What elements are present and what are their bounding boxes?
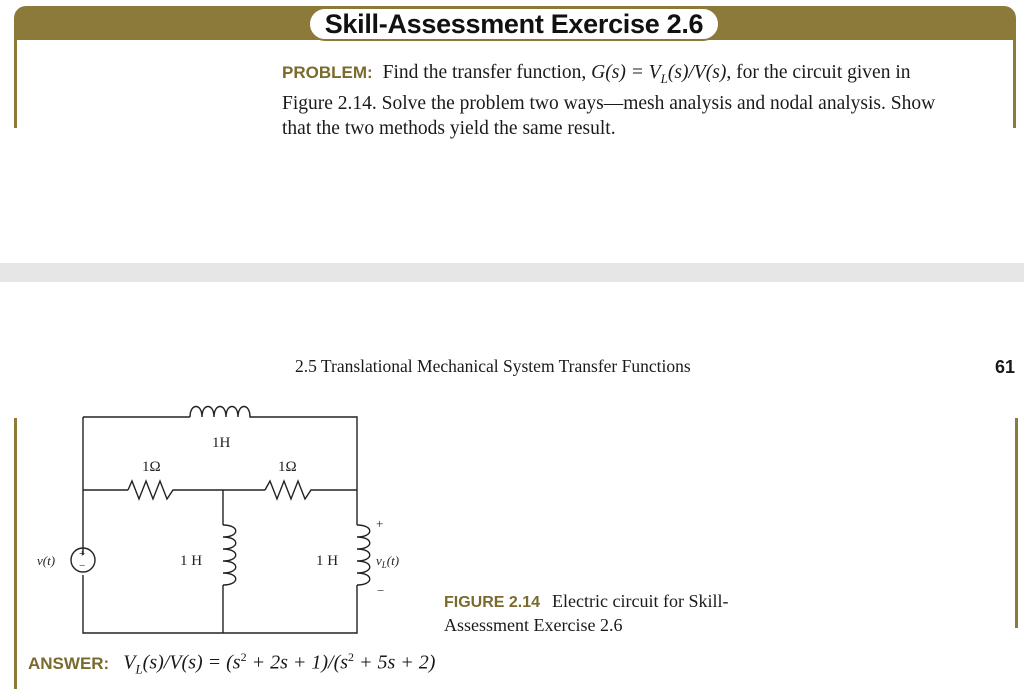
left-resistor-label: 1Ω: [142, 459, 161, 475]
right-inductor-coil: [357, 525, 370, 585]
wire-top-right: [258, 417, 357, 490]
circuit-diagram: [0, 395, 440, 645]
problem-math-2: (s)/V(s): [667, 62, 727, 83]
title-pill: [308, 7, 720, 41]
running-head: 2.5 Translational Mechanical System Transfer Functions: [295, 356, 691, 376]
problem-statement: [282, 60, 1012, 141]
answer-line: [28, 650, 435, 678]
page-separator: [0, 263, 1024, 282]
answer-expr-pre: V: [123, 651, 136, 674]
problem-math: G(s) = V: [591, 62, 661, 83]
problem-line-3: that the two methods yield the same result.: [282, 117, 616, 139]
exercise-title: Skill-Assessment Exercise 2.6: [324, 9, 704, 39]
left-resistor-zigzag: [128, 481, 190, 499]
output-minus: −: [377, 583, 385, 598]
wire-bottom: [83, 575, 357, 633]
problem-text-pre: Find the transfer function,: [382, 62, 592, 83]
figure-label: FIGURE 2.14: [444, 594, 541, 611]
answer-expr-mid: (s)/V(s) = (s: [142, 651, 241, 674]
middle-inductor-label: 1 H: [180, 553, 203, 569]
banner-rule-left: [14, 34, 17, 128]
right-inductor-label: 1 H: [316, 553, 339, 569]
page-number: 61: [995, 357, 1016, 377]
answer-expr-post: + 5s + 2): [354, 651, 436, 674]
source-plus: +: [79, 548, 86, 560]
frame-rule-right: [1015, 418, 1018, 628]
right-resistor-zigzag: [265, 481, 357, 499]
problem-text-post: , for the circuit given in: [726, 62, 911, 83]
output-plus: +: [376, 516, 384, 531]
answer-sup-2: 2: [348, 650, 355, 664]
right-resistor-label: 1Ω: [278, 459, 297, 475]
problem-label: PROBLEM:: [282, 63, 373, 82]
middle-inductor-coil: [223, 525, 236, 585]
answer-expr-mid-2: + 2s + 1)/(s: [246, 651, 349, 674]
top-inductor-label: 1H: [212, 435, 231, 451]
problem-line-2: Figure 2.14. Solve the problem two ways—mesh analysis and nodal analysis. Show: [282, 92, 936, 114]
figure-caption: [444, 590, 728, 637]
source-label: v(t): [37, 553, 56, 568]
output-voltage-label: $v_L(t)$: [376, 553, 400, 570]
problem-math-sub: L: [660, 70, 668, 86]
figure-caption-text-1: Electric circuit for Skill-: [552, 591, 729, 611]
source-minus: −: [79, 560, 86, 572]
figure-caption-line-1: [444, 590, 728, 614]
top-inductor-coil: [190, 407, 258, 418]
figure-caption-line-2: Assessment Exercise 2.6: [444, 615, 623, 635]
problem-line-1: [282, 60, 1012, 91]
banner-rule-right: [1013, 34, 1016, 128]
answer-expr-sub: L: [135, 661, 143, 677]
answer-label: ANSWER:: [28, 653, 110, 673]
answer-sup-1: 2: [240, 650, 247, 664]
